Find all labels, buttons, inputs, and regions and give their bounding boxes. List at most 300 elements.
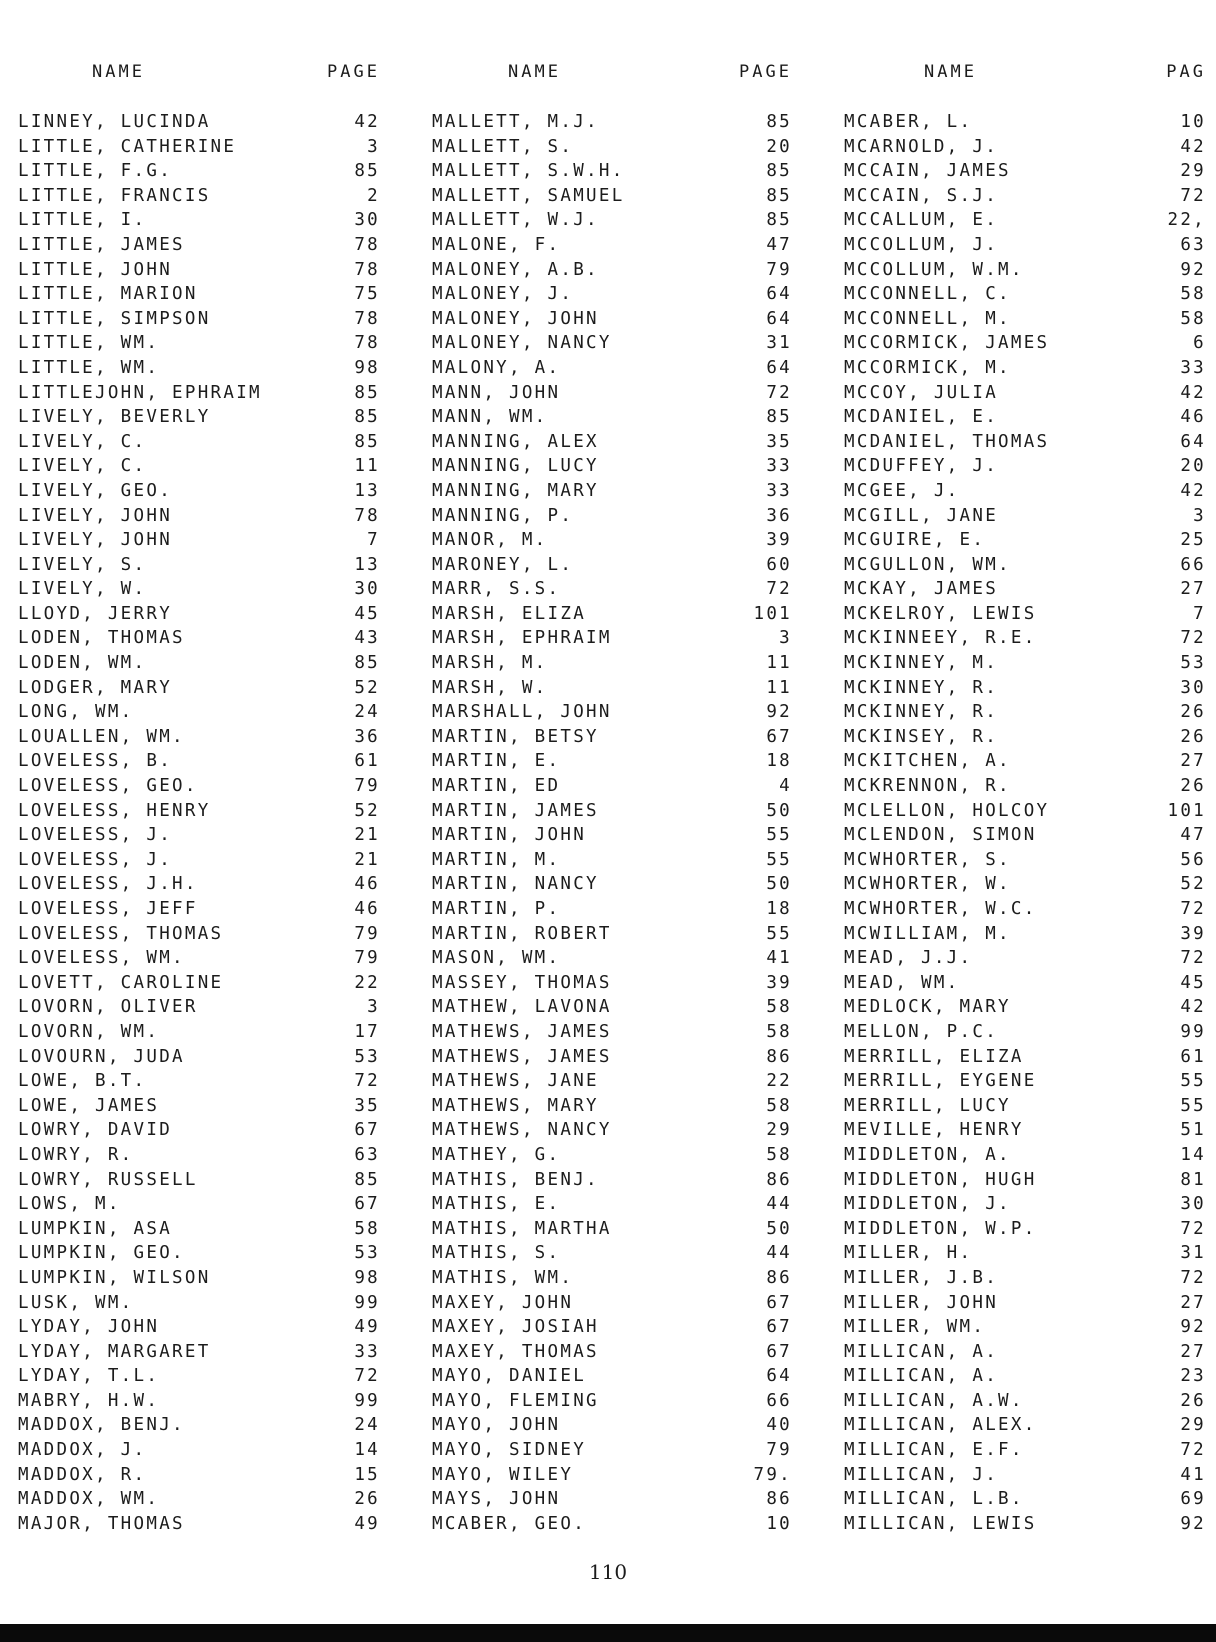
index-entry: [18, 1194, 378, 1219]
entry-name: MAYO, WILEY: [432, 1464, 574, 1485]
entry-name: LITTLE, CATHERINE: [18, 136, 237, 157]
entry-name: MARSHALL, JOHN: [432, 702, 612, 723]
index-entry: [432, 210, 792, 235]
entry-page: 29: [1180, 161, 1206, 182]
entry-name: MALLETT, S.: [432, 136, 574, 157]
entry-page: 11: [766, 677, 792, 698]
index-entry: [432, 1440, 792, 1465]
entry-name: MATHIS, E.: [432, 1194, 561, 1215]
index-column-2: [432, 62, 792, 1534]
entry-list: [432, 112, 792, 1538]
entry-name: MCWHORTER, W.: [844, 874, 1011, 895]
index-entry: [18, 481, 378, 506]
entry-page: 24: [354, 1415, 380, 1436]
entry-name: MATHIS, MARTHA: [432, 1218, 612, 1239]
index-entry: [18, 1391, 378, 1416]
entry-name: MCCONNELL, C.: [844, 284, 1011, 305]
index-entry: [844, 407, 1206, 432]
index-entry: [844, 973, 1206, 998]
entry-name: MALONE, F.: [432, 234, 561, 255]
entry-page: 64: [766, 308, 792, 329]
entry-page: 3: [367, 136, 380, 157]
index-entry: [432, 874, 792, 899]
index-entry: [432, 1071, 792, 1096]
entry-page: 92: [766, 702, 792, 723]
index-entry: [18, 1022, 378, 1047]
entry-name: MCWHORTER, S.: [844, 849, 1011, 870]
index-entry: [18, 1465, 378, 1490]
entry-name: MADDOX, R.: [18, 1464, 147, 1485]
entry-page: 78: [354, 259, 380, 280]
entry-page: 92: [1180, 259, 1206, 280]
entry-name: LOVELESS, J.: [18, 825, 173, 846]
entry-page: 26: [354, 1489, 380, 1510]
entry-name: MATHIS, S.: [432, 1243, 561, 1264]
entry-name: MANNING, P.: [432, 505, 574, 526]
index-entry: [432, 604, 792, 629]
entry-page: 30: [1180, 677, 1206, 698]
entry-page: 45: [354, 603, 380, 624]
entry-name: MAJOR, THOMAS: [18, 1513, 185, 1534]
entry-page: 7: [1193, 603, 1206, 624]
entry-name: LOVELESS, THOMAS: [18, 923, 224, 944]
entry-page: 30: [354, 579, 380, 600]
entry-page: 42: [1180, 136, 1206, 157]
index-entry: [18, 112, 378, 137]
entry-name: LINNEY, LUCINDA: [18, 112, 211, 132]
header-name: NAME: [92, 62, 145, 82]
index-entry: [844, 1170, 1206, 1195]
entry-page: 47: [1180, 825, 1206, 846]
index-entry: [432, 653, 792, 678]
entry-name: MARTIN, JAMES: [432, 800, 599, 821]
entry-page: 72: [1180, 185, 1206, 206]
index-entry: [18, 1366, 378, 1391]
entry-name: MILLICAN, A.: [844, 1341, 999, 1362]
entry-page: 18: [766, 751, 792, 772]
index-entry: [18, 1219, 378, 1244]
entry-page: 72: [1180, 628, 1206, 649]
index-entry: [844, 309, 1206, 334]
entry-name: LOVELESS, JEFF: [18, 899, 198, 919]
index-entry: [844, 506, 1206, 531]
entry-name: MCGEE, J.: [844, 480, 960, 501]
entry-name: LITTLE, JAMES: [18, 234, 185, 255]
entry-name: MILLER, JOHN: [844, 1292, 999, 1313]
index-entry: [18, 235, 378, 260]
entry-page: 61: [1180, 1046, 1206, 1067]
entry-name: LIVELY, S.: [18, 554, 147, 575]
index-entry: [432, 776, 792, 801]
entry-name: MARSH, W.: [432, 677, 548, 698]
entry-page: 78: [354, 308, 380, 329]
entry-name: LODEN, WM.: [18, 653, 147, 674]
index-entry: [844, 210, 1206, 235]
entry-page: 86: [766, 1489, 792, 1510]
entry-page: 36: [354, 726, 380, 747]
entry-page: 67: [766, 1317, 792, 1338]
entry-page: 53: [1180, 653, 1206, 674]
entry-page: 79: [354, 948, 380, 969]
entry-name: MANN, WM.: [432, 407, 548, 428]
index-entry: [432, 112, 792, 137]
scan-edge-bar: [0, 1624, 1216, 1642]
index-entry: [18, 506, 378, 531]
index-entry: [18, 604, 378, 629]
entry-name: LOVELESS, HENRY: [18, 800, 211, 821]
index-entry: [18, 186, 378, 211]
entry-name: MEVILLE, HENRY: [844, 1120, 1024, 1141]
entry-page: 55: [766, 849, 792, 870]
entry-page: 79: [354, 923, 380, 944]
index-entry: [432, 1317, 792, 1342]
index-entry: [844, 825, 1206, 850]
entry-page: 85: [766, 210, 792, 231]
entry-name: MCKINNEY, R.: [844, 702, 999, 723]
entry-page: 26: [1180, 702, 1206, 723]
index-entry: [844, 874, 1206, 899]
entry-list: [18, 112, 378, 1538]
entry-page: 29: [766, 1120, 792, 1141]
entry-name: MIDDLETON, A.: [844, 1144, 1011, 1165]
index-entry: [844, 555, 1206, 580]
entry-name: LIVELY, W.: [18, 579, 147, 600]
entry-page: 29: [1180, 1415, 1206, 1436]
entry-name: LYDAY, JOHN: [18, 1317, 160, 1338]
header-page: PAGE: [739, 62, 792, 82]
entry-page: 49: [354, 1317, 380, 1338]
entry-name: MCKINSEY, R.: [844, 726, 999, 747]
entry-page: 18: [766, 899, 792, 919]
entry-page: 55: [766, 923, 792, 944]
index-entry: [432, 801, 792, 826]
entry-page: 4: [779, 776, 792, 797]
index-entry: [432, 383, 792, 408]
entry-name: MCDANIEL, E.: [844, 407, 999, 428]
entry-page: 52: [354, 677, 380, 698]
entry-page: 20: [766, 136, 792, 157]
entry-page: 72: [1180, 1218, 1206, 1239]
entry-name: MCABER, L.: [844, 112, 973, 132]
entry-page: 11: [354, 456, 380, 477]
index-entry: [432, 628, 792, 653]
index-entry: [18, 1489, 378, 1514]
entry-name: LIVELY, JOHN: [18, 530, 173, 551]
index-entry: [432, 579, 792, 604]
entry-page: 85: [354, 382, 380, 403]
entry-page: 78: [354, 234, 380, 255]
index-entry: [18, 1096, 378, 1121]
entry-name: MATHEWS, JAMES: [432, 1046, 612, 1067]
entry-page: 67: [766, 726, 792, 747]
index-entry: [844, 850, 1206, 875]
entry-name: MCDANIEL, THOMAS: [844, 431, 1050, 452]
index-entry: [844, 186, 1206, 211]
index-entry: [844, 628, 1206, 653]
entry-page: 10: [766, 1513, 792, 1534]
index-entry: [18, 628, 378, 653]
entry-page: 72: [354, 1366, 380, 1387]
entry-page: 58: [1180, 308, 1206, 329]
index-entry: [844, 948, 1206, 973]
entry-name: MARTIN, P.: [432, 899, 561, 919]
entry-page: 85: [354, 161, 380, 182]
index-entry: [18, 1120, 378, 1145]
entry-page: 58: [766, 1144, 792, 1165]
index-entry: [18, 1071, 378, 1096]
index-entry: [18, 137, 378, 162]
header-page: PAG: [1166, 62, 1206, 82]
entry-page: 58: [1180, 284, 1206, 305]
entry-name: MCWILLIAM, M.: [844, 923, 1011, 944]
entry-page: 14: [354, 1440, 380, 1461]
entry-name: MARTIN, NANCY: [432, 874, 599, 895]
entry-name: MCLELLON, HOLCOY: [844, 800, 1050, 821]
entry-name: LIVELY, GEO.: [18, 480, 173, 501]
entry-page: 22: [766, 1071, 792, 1092]
index-entry: [844, 801, 1206, 826]
index-entry: [432, 358, 792, 383]
index-entry: [18, 284, 378, 309]
index-entry: [432, 1096, 792, 1121]
index-entry: [18, 456, 378, 481]
entry-page: 42: [1180, 480, 1206, 501]
entry-name: MARTIN, M.: [432, 849, 561, 870]
index-entry: [844, 383, 1206, 408]
index-entry: [844, 776, 1206, 801]
entry-page: 7: [367, 530, 380, 551]
entry-page: 69: [1180, 1489, 1206, 1510]
entry-name: LITTLE, WM.: [18, 333, 160, 354]
column-header: [432, 62, 792, 86]
index-entry: [18, 555, 378, 580]
entry-name: MAXEY, JOHN: [432, 1292, 574, 1313]
entry-page: 42: [354, 112, 380, 132]
entry-page: 79: [766, 259, 792, 280]
entry-page: 101: [753, 603, 792, 624]
page-number: 110: [588, 1560, 628, 1584]
entry-page: 42: [1180, 382, 1206, 403]
entry-name: MCKRENNON, R.: [844, 776, 1011, 797]
index-entry: [18, 1415, 378, 1440]
entry-name: MAYO, FLEMING: [432, 1390, 599, 1411]
column-header: [844, 62, 1206, 86]
index-entry: [432, 235, 792, 260]
index-entry: [844, 358, 1206, 383]
entry-page: 101: [1167, 800, 1206, 821]
entry-name: MAYO, DANIEL: [432, 1366, 587, 1387]
index-entry: [844, 924, 1206, 949]
entry-page: 11: [766, 653, 792, 674]
entry-page: 66: [766, 1390, 792, 1411]
index-entry: [844, 727, 1206, 752]
entry-name: LOVORN, OLIVER: [18, 997, 198, 1018]
index-entry: [432, 309, 792, 334]
entry-name: LOVORN, WM.: [18, 1021, 160, 1042]
index-entry: [844, 997, 1206, 1022]
entry-name: MATHEW, LAVONA: [432, 997, 612, 1018]
index-entry: [844, 1415, 1206, 1440]
entry-name: LOVELESS, B.: [18, 751, 173, 772]
entry-name: LOVELESS, J.: [18, 849, 173, 870]
entry-name: LOWRY, RUSSELL: [18, 1169, 198, 1190]
entry-page: 52: [1180, 874, 1206, 895]
entry-page: 21: [354, 849, 380, 870]
entry-name: MCCOLLUM, W.M.: [844, 259, 1024, 280]
entry-page: 15: [354, 1464, 380, 1485]
entry-name: MARTIN, ROBERT: [432, 923, 612, 944]
entry-name: MAXEY, THOMAS: [432, 1341, 599, 1362]
entry-page: 13: [354, 480, 380, 501]
entry-page: 27: [1180, 751, 1206, 772]
entry-name: MARSH, ELIZA: [432, 603, 587, 624]
entry-name: MIDDLETON, W.P.: [844, 1218, 1037, 1239]
index-entry: [18, 260, 378, 285]
entry-page: 55: [766, 825, 792, 846]
index-entry: [432, 1047, 792, 1072]
entry-page: 52: [354, 800, 380, 821]
entry-name: MANN, JOHN: [432, 382, 561, 403]
index-entry: [432, 407, 792, 432]
index-entry: [18, 850, 378, 875]
entry-name: MATHEWS, NANCY: [432, 1120, 612, 1141]
index-entry: [844, 333, 1206, 358]
entry-name: LUSK, WM.: [18, 1292, 134, 1313]
index-entry: [844, 1489, 1206, 1514]
index-entry: [432, 260, 792, 285]
entry-page: 41: [1180, 1464, 1206, 1485]
entry-page: 79: [354, 776, 380, 797]
entry-name: MARONEY, L.: [432, 554, 574, 575]
entry-name: MCGILL, JANE: [844, 505, 999, 526]
index-entry: [432, 948, 792, 973]
index-column-1: [18, 62, 380, 1534]
entry-name: MCCALLUM, E.: [844, 210, 999, 231]
entry-page: 85: [766, 161, 792, 182]
entry-name: MIDDLETON, J.: [844, 1194, 1011, 1215]
index-entry: [18, 432, 378, 457]
index-entry: [844, 432, 1206, 457]
index-entry: [432, 899, 792, 924]
entry-page: 67: [354, 1120, 380, 1141]
index-entry: [18, 309, 378, 334]
entry-name: MATHIS, BENJ.: [432, 1169, 599, 1190]
index-entry: [18, 1243, 378, 1268]
entry-page: 36: [766, 505, 792, 526]
entry-name: MILLER, WM.: [844, 1317, 986, 1338]
index-entry: [432, 1391, 792, 1416]
entry-name: LITTLE, JOHN: [18, 259, 173, 280]
entry-page: 2: [367, 185, 380, 206]
entry-page: 46: [354, 899, 380, 919]
entry-page: 53: [354, 1046, 380, 1067]
index-entry: [18, 383, 378, 408]
entry-name: MELLON, P.C.: [844, 1021, 999, 1042]
entry-page: 17: [354, 1021, 380, 1042]
index-entry: [844, 1071, 1206, 1096]
index-entry: [432, 186, 792, 211]
index-column-3: [844, 62, 1206, 1534]
index-entry: [844, 112, 1206, 137]
entry-name: LIVELY, BEVERLY: [18, 407, 211, 428]
entry-page: 3: [1193, 505, 1206, 526]
entry-name: MCKITCHEN, A.: [844, 751, 1011, 772]
entry-name: MARSH, M.: [432, 653, 548, 674]
entry-page: 33: [766, 480, 792, 501]
entry-page: 46: [354, 874, 380, 895]
entry-page: 22,: [1167, 210, 1206, 231]
entry-name: LIVELY, C.: [18, 456, 147, 477]
index-entry: [432, 1415, 792, 1440]
entry-page: 27: [1180, 1292, 1206, 1313]
index-entry: [844, 161, 1206, 186]
entry-page: 50: [766, 1218, 792, 1239]
index-entry: [432, 506, 792, 531]
entry-page: 86: [766, 1267, 792, 1288]
index-entry: [844, 1022, 1206, 1047]
index-entry: [18, 751, 378, 776]
index-entry: [18, 924, 378, 949]
entry-name: MANOR, M.: [432, 530, 548, 551]
entry-page: 21: [354, 825, 380, 846]
entry-name: LIVELY, JOHN: [18, 505, 173, 526]
entry-page: 20: [1180, 456, 1206, 477]
entry-name: MEAD, WM.: [844, 972, 960, 993]
entry-page: 14: [1180, 1144, 1206, 1165]
header-page: PAGE: [327, 62, 380, 82]
entry-name: MALONEY, A.B.: [432, 259, 599, 280]
entry-name: LITTLE, I.: [18, 210, 147, 231]
index-entry: [844, 1514, 1206, 1539]
entry-name: LOVELESS, J.H.: [18, 874, 198, 895]
entry-name: MCKAY, JAMES: [844, 579, 999, 600]
index-entry: [18, 1268, 378, 1293]
entry-page: 61: [354, 751, 380, 772]
index-entry: [844, 579, 1206, 604]
index-entry: [18, 776, 378, 801]
index-entry: [432, 161, 792, 186]
entry-page: 50: [766, 874, 792, 895]
entry-page: 49: [354, 1513, 380, 1534]
entry-name: MCKINNEY, R.: [844, 677, 999, 698]
entry-page: 64: [766, 357, 792, 378]
entry-name: MIDDLETON, HUGH: [844, 1169, 1037, 1190]
entry-page: 81: [1180, 1169, 1206, 1190]
entry-name: MILLICAN, ALEX.: [844, 1415, 1037, 1436]
entry-name: MALONEY, JOHN: [432, 308, 599, 329]
index-entry: [18, 973, 378, 998]
index-entry: [18, 1145, 378, 1170]
entry-name: LOVOURN, JUDA: [18, 1046, 185, 1067]
entry-page: 33: [766, 456, 792, 477]
entry-page: 85: [354, 407, 380, 428]
entry-page: 60: [766, 554, 792, 575]
index-entry: [432, 1120, 792, 1145]
entry-page: 75: [354, 284, 380, 305]
entry-page: 64: [1180, 431, 1206, 452]
entry-page: 86: [766, 1169, 792, 1190]
entry-page: 67: [354, 1194, 380, 1215]
entry-page: 98: [354, 1267, 380, 1288]
entry-page: 13: [354, 554, 380, 575]
index-entry: [18, 1047, 378, 1072]
entry-page: 67: [766, 1341, 792, 1362]
entry-page: 30: [354, 210, 380, 231]
entry-name: MARTIN, E.: [432, 751, 561, 772]
entry-name: MATHEWS, MARY: [432, 1095, 599, 1116]
entry-page: 72: [1180, 1440, 1206, 1461]
index-entry: [432, 924, 792, 949]
